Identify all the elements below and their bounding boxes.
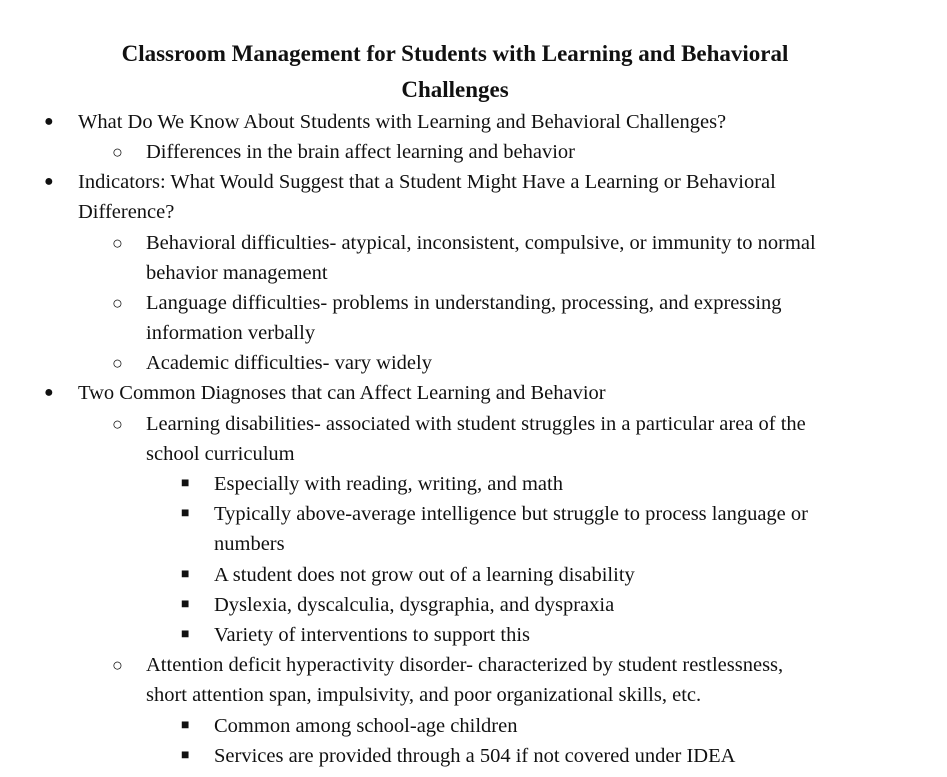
title-line-1: Classroom Management for Students with Learning and Behavioral [121, 41, 789, 66]
bullet-circle-icon: ○ [112, 233, 123, 253]
bullet-square-icon: ■ [181, 627, 190, 642]
bullet-square-icon: ■ [181, 476, 190, 491]
bullet-square-icon: ■ [181, 718, 190, 733]
list-item-level1: What Do We Know About Students with Learning and Behavioral Challenges? [78, 111, 727, 133]
list-item-level2-continuation: short attention span, impulsivity, and poor organizational skills, etc. [146, 684, 702, 706]
list-item-level3: Especially with reading, writing, and math [214, 473, 563, 495]
list-item-level2-continuation: information verbally [146, 322, 316, 344]
bullet-square-icon: ■ [181, 567, 190, 582]
bullet-disc-icon: ● [44, 384, 54, 401]
list-item-level2-continuation: school curriculum [146, 443, 295, 465]
bullet-square-icon: ■ [181, 597, 190, 612]
list-item-level1: Two Common Diagnoses that can Affect Learning and Behavior [78, 382, 606, 404]
list-item-level1-continuation: Difference? [78, 201, 175, 223]
list-item-level3: Variety of interventions to support this [214, 624, 530, 646]
bullet-circle-icon: ○ [112, 353, 123, 373]
list-item-level3-continuation: numbers [214, 533, 285, 555]
bullet-circle-icon: ○ [112, 142, 123, 162]
list-item-level1: Indicators: What Would Suggest that a Student Might Have a Learning or Behavioral [78, 171, 776, 193]
bullet-disc-icon: ● [44, 113, 54, 130]
bullet-circle-icon: ○ [112, 293, 123, 313]
bullet-square-icon: ■ [181, 506, 190, 521]
bullet-circle-icon: ○ [112, 655, 123, 675]
list-item-level2: Learning disabilities- associated with student struggles in a particular area of the [146, 413, 806, 435]
list-item-level2-continuation: behavior management [146, 262, 328, 284]
document-title [60, 36, 850, 108]
list-item-level2: Language difficulties- problems in understanding, processing, and expressing [146, 292, 782, 314]
bullet-square-icon: ■ [181, 748, 190, 763]
bullet-disc-icon: ● [44, 173, 54, 190]
bullet-circle-icon: ○ [112, 414, 123, 434]
title-line-2: Challenges [401, 77, 509, 102]
list-item-level3: Common among school-age children [214, 715, 518, 737]
list-item-level3: Services are provided through a 504 if not covered under IDEA [214, 745, 736, 767]
list-item-level2: Academic difficulties- vary widely [146, 352, 432, 374]
list-item-level2: Behavioral difficulties- atypical, inconsistent, compulsive, or immunity to normal [146, 232, 816, 254]
list-item-level3: A student does not grow out of a learning disability [214, 564, 635, 586]
list-item-level3: Typically above-average intelligence but struggle to process language or [214, 503, 808, 525]
list-item-level2: Attention deficit hyperactivity disorder- characterized by student restlessness, [146, 654, 784, 676]
list-item-level3: Dyslexia, dyscalculia, dysgraphia, and dyspraxia [214, 594, 615, 616]
list-item-level2: Differences in the brain affect learning and behavior [146, 141, 575, 163]
